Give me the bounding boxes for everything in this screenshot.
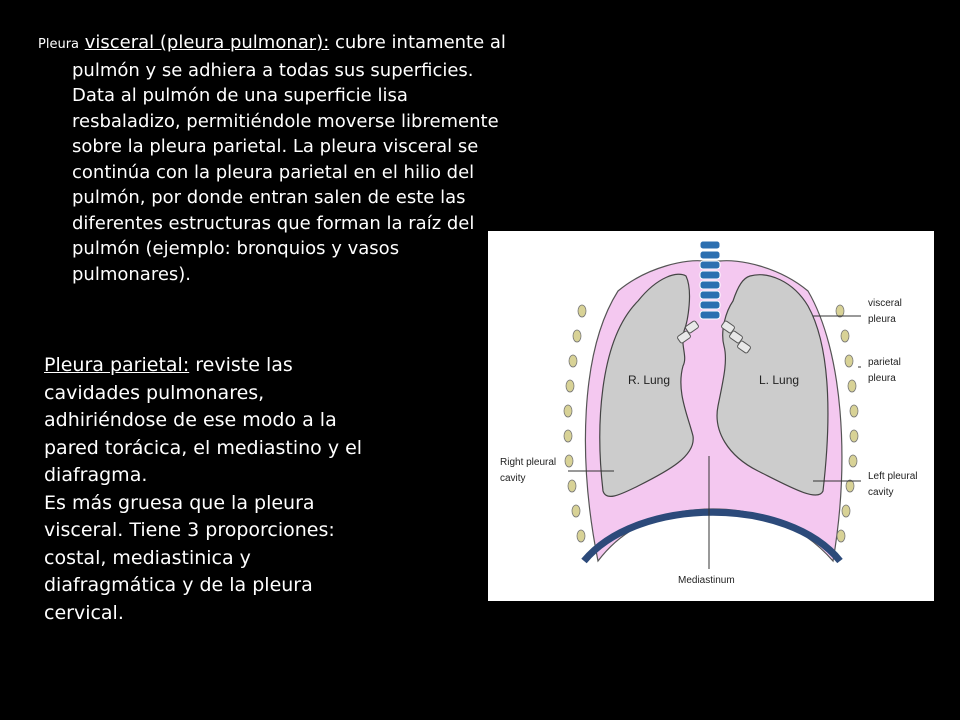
visceral-pleura-label-1: visceral	[868, 298, 902, 309]
mediastinum-label: Mediastinum	[678, 575, 735, 586]
left-lung-label: L. Lung	[759, 373, 800, 387]
visceral-term: visceral (pleura pulmonar):	[84, 32, 330, 53]
right-pleural-cavity-label-2: cavity	[500, 473, 526, 484]
parietal-description-2: Es más gruesa que la pleura visceral. Tiene 3 proporciones: costal, mediastinica y diafragmática y de la pleura cervical.	[44, 491, 335, 624]
visceral-pleura-label-2: pleura	[868, 314, 896, 325]
parietal-pleura-label-1: parietal	[868, 357, 901, 368]
right-pleural-cavity-label-1: Right pleural	[500, 457, 557, 468]
visceral-pleura-paragraph	[38, 30, 522, 287]
left-pleural-cavity-label-2: cavity	[868, 487, 894, 498]
parietal-description: reviste las cavidades pulmonares, adhiriéndose de ese modo a la pared torácica, el mediastino y el diafragma.	[44, 354, 363, 486]
left-rib-dots	[564, 305, 586, 542]
pleura-diagram	[488, 231, 934, 601]
visceral-description: cubre intamente al pulmón y se adhiera a todas sus superficies. Data al pulmón de una superficie lisa resbaladizo, permitiéndole moverse libremente sobre la pleura parietal. La pleura visceral se continúa con la pleura parietal en el hilio del pulmón, por donde entran salen de este las diferentes estructuras que forman la raíz del pulmón (ejemplo: bronquios y vasos pulmonares).	[72, 32, 506, 285]
right-lung-label: R. Lung	[628, 373, 671, 387]
left-pleural-cavity-label-1: Left pleural	[868, 471, 918, 482]
parietal-pleura-label-2: pleura	[868, 373, 896, 384]
pleura-diagram-svg	[488, 231, 934, 601]
parietal-term: Pleura parietal:	[44, 354, 190, 376]
visceral-lead-word: Pleura	[38, 37, 79, 52]
parietal-pleura-paragraph	[44, 352, 389, 627]
